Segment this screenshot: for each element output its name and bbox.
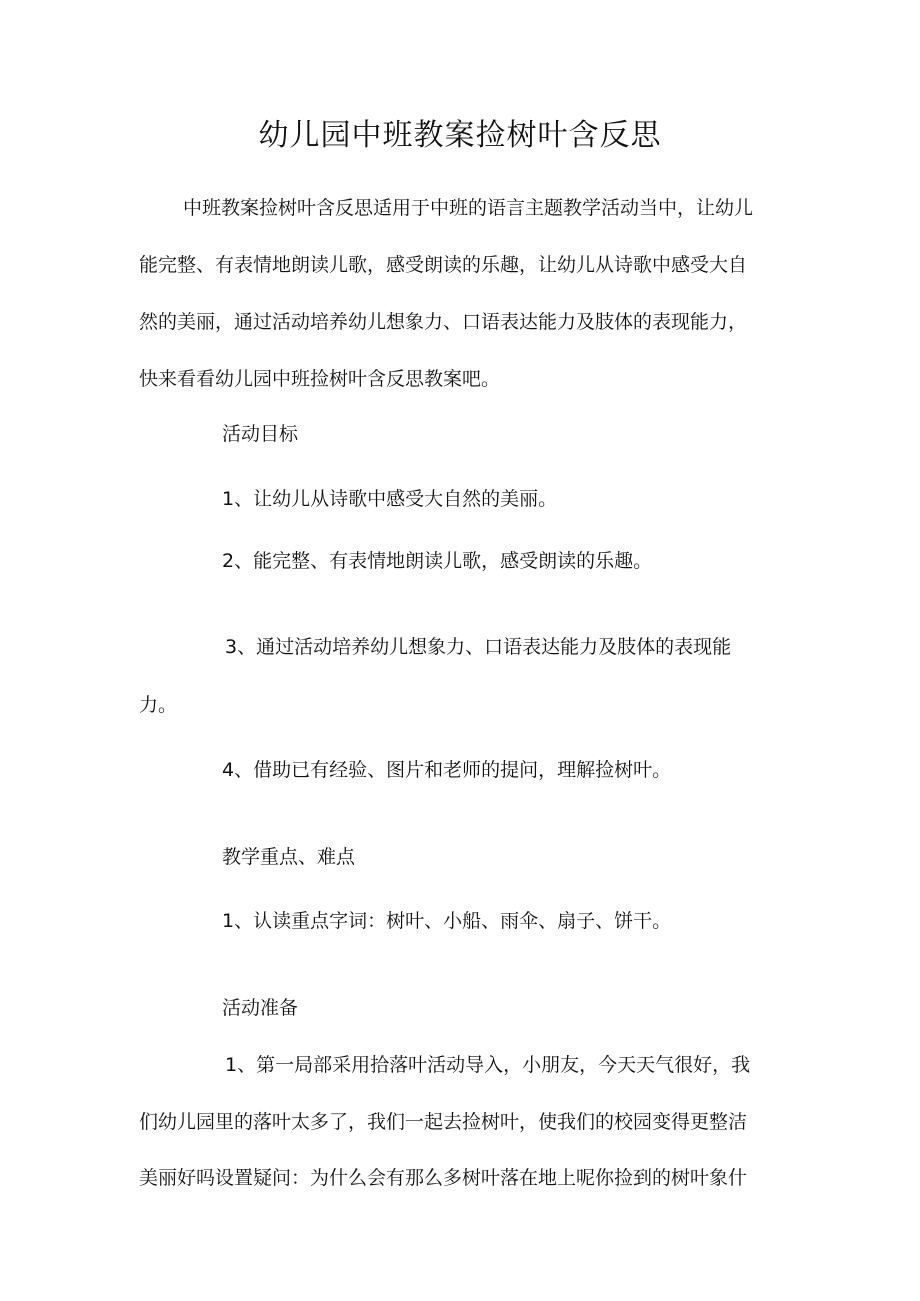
key-point-item-1: 1、认读重点字词：树叶、小船、雨伞、扇子、饼干。 <box>222 910 672 932</box>
page-title: 幼儿园中班教案捡树叶含反思 <box>258 118 662 153</box>
goal-item-4: 4、借助已有经验、图片和老师的提问，理解捡树叶。 <box>222 759 672 781</box>
intro-line-2: 能完整、有表情地朗读儿歌，感受朗读的乐趣，让幼儿从诗歌中感受大自 <box>139 254 748 276</box>
preparation-line-2: 们幼儿园里的落叶太多了，我们一起去捡树叶，使我们的校园变得更整洁 <box>139 1111 748 1133</box>
goal-item-1: 1、让幼儿从诗歌中感受大自然的美丽。 <box>222 488 558 510</box>
preparation-line-3: 美丽好吗设置疑问：为什么会有那么多树叶落在地上呢你捡到的树叶象什 <box>139 1167 748 1189</box>
section-heading-key-points: 教学重点、难点 <box>222 846 356 868</box>
intro-line-4: 快来看看幼儿园中班捡树叶含反思教案吧。 <box>139 368 501 390</box>
section-heading-goals: 活动目标 <box>222 423 299 445</box>
preparation-line-1: 1、第一局部采用拾落叶活动导入，小朋友，今天天气很好，我 <box>225 1054 751 1076</box>
intro-line-1: 中班教案捡树叶含反思适用于中班的语言主题教学活动当中，让幼儿 <box>183 197 754 219</box>
intro-line-3: 然的美丽，通过活动培养幼儿想象力、口语表达能力及肢体的表现能力， <box>139 311 748 333</box>
goal-item-3: 3、通过活动培养幼儿想象力、口语表达能力及肢体的表现能 <box>225 636 732 658</box>
goal-item-2: 2、能完整、有表情地朗读儿歌，感受朗读的乐趣。 <box>222 550 653 572</box>
goal-item-3-continued: 力。 <box>139 694 178 716</box>
section-heading-preparation: 活动准备 <box>222 997 299 1019</box>
